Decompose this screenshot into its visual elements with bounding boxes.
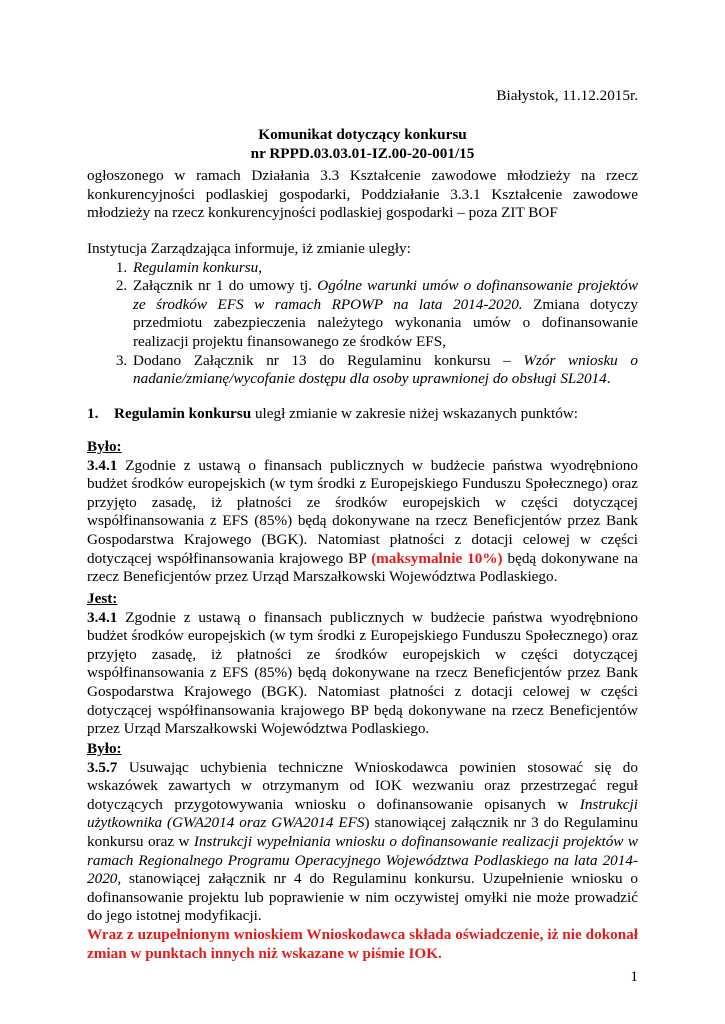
title-line-1: Komunikat dotyczący konkursu [258, 126, 467, 143]
changes-list [87, 259, 638, 389]
changes-lead: Instytucja Zarządzająca informuje, iż zmianie uległy: [87, 240, 411, 257]
document-date: Białystok, 11.12.2015r. [496, 87, 638, 104]
highlight-red-statement: Wraz z uzupełnionym wnioskiem Wnioskodawca składa oświadczenie, iż nie dokonał zmian w punktach innych niż wskazane w piśmie IOK. [87, 925, 638, 962]
block-label-bylo: Było: [87, 438, 122, 455]
intro-paragraph: ogłoszonego w ramach Działania 3.3 Kształcenie zawodowe młodzieży na rzecz konkurencyjności podlaskiej gospodarki, Poddziałanie 3.3.1 Kształcenie zawodowe młodzieży na rzecz konkurencyjności podlaskiej gospodarki – poza ZIT BOF [87, 167, 638, 222]
changes-info [87, 240, 638, 389]
change-item-3: 3. Dodano Załącznik nr 13 do Regulaminu konkursu – Wzór wniosku o nadanie/zmianę/wycofanie dostępu dla osoby uprawnionej do obsługi SL2014. [131, 352, 638, 389]
block-label-bylo: Było: [87, 740, 122, 757]
document-title [87, 126, 638, 163]
block-bylo-3-5-7 [87, 740, 638, 963]
section-1-heading: 1. Regulamin konkursu uległ zmianie w zakresie niżej wskazanych punktów: [87, 405, 578, 422]
change-item-2: 2. Załącznik nr 1 do umowy tj. Ogólne warunki umów o dofinansowanie projektów ze środków EFS w ramach RPOWP na lata 2014-2020. Zmiana dotyczy przedmiotu zabezpieczenia należytego wykonania umów o dofinansowanie realizacji projektu finansowanego ze środków EFS, [131, 277, 638, 351]
block-text: 3.4.1 Zgodnie z ustawą o finansach publicznych w budżecie państwa wyodrębniono budżet środków europejskich (w tym środki z Europejskiego Funduszu Społecznego) oraz przyjęto zasadę, iż płatności ze środków europejskich w części dotyczącej współfinansowania z EFS (85%) będą dokonywane na rzecz Beneficjentów przez Bank Gospodarstwa Krajowego (BGK). Natomiast płatności z dotacji celowej w części dotyczącej współfinansowania krajowego BP (maksymalnie 10%) będą dokonywane na rzecz Beneficjentów przez Urząd Marszałkowski Województwa Podlaskiego. [87, 456, 638, 586]
section-1-number: 1. [87, 405, 99, 422]
section-1-title: Regulamin konkursu [114, 405, 252, 422]
highlight-red: (maksymalnie 10%) [371, 549, 503, 567]
block-text: 3.4.1 Zgodnie z ustawą o finansach publicznych w budżecie państwa wyodrębniono budżet środków europejskich (w tym środki z Europejskiego Funduszu Społecznego) oraz przyjęto zasadę, iż płatności ze środków europejskich w części dotyczącej współfinansowania z EFS (85%) będą dokonywane na rzecz Beneficjentów przez Bank Gospodarstwa Krajowego (BGK). Natomiast płatności z dotacji celowej w części dotyczącej współfinansowania krajowego BP będą dokonywane na rzecz Beneficjentów przez Urząd Marszałkowski Województwa Podlaskiego. [87, 608, 638, 738]
page-number: 1 [630, 968, 638, 985]
block-jest-3-4-1 [87, 590, 638, 739]
title-line-2: nr RPPD.03.03.01-IZ.00-20-001/15 [250, 144, 475, 162]
change-item-1: 1. Regulamin konkursu, [131, 259, 638, 278]
block-bylo-3-4-1 [87, 438, 638, 587]
block-text: 3.5.7 Usuwając uchybienia techniczne Wnioskodawca powinien stosować się do wskazówek zawartych w otrzymanym od IOK wezwaniu oraz przestrzegać reguł dotyczących przygotowywania wniosku o dofinansowanie opisanych w Instrukcji użytkownika (GWA2014 oraz GWA2014 EFS) stanowiącej załącznik nr 3 do Regulaminu konkursu oraz w Instrukcji wypełniania wniosku o dofinansowanie realizacji projektów w ramach Regionalnego Programu Operacyjnego Województwa Podlaskiego na lata 2014-2020, stanowiącej załącznik nr 4 do Regulaminu konkursu. Uzupełnienie wniosku o dofinansowanie projektu lub poprawienie w nim oczywistej omyłki nie może prowadzić do jego istotnej modyfikacji. [87, 758, 638, 925]
block-label-jest: Jest: [87, 590, 118, 607]
